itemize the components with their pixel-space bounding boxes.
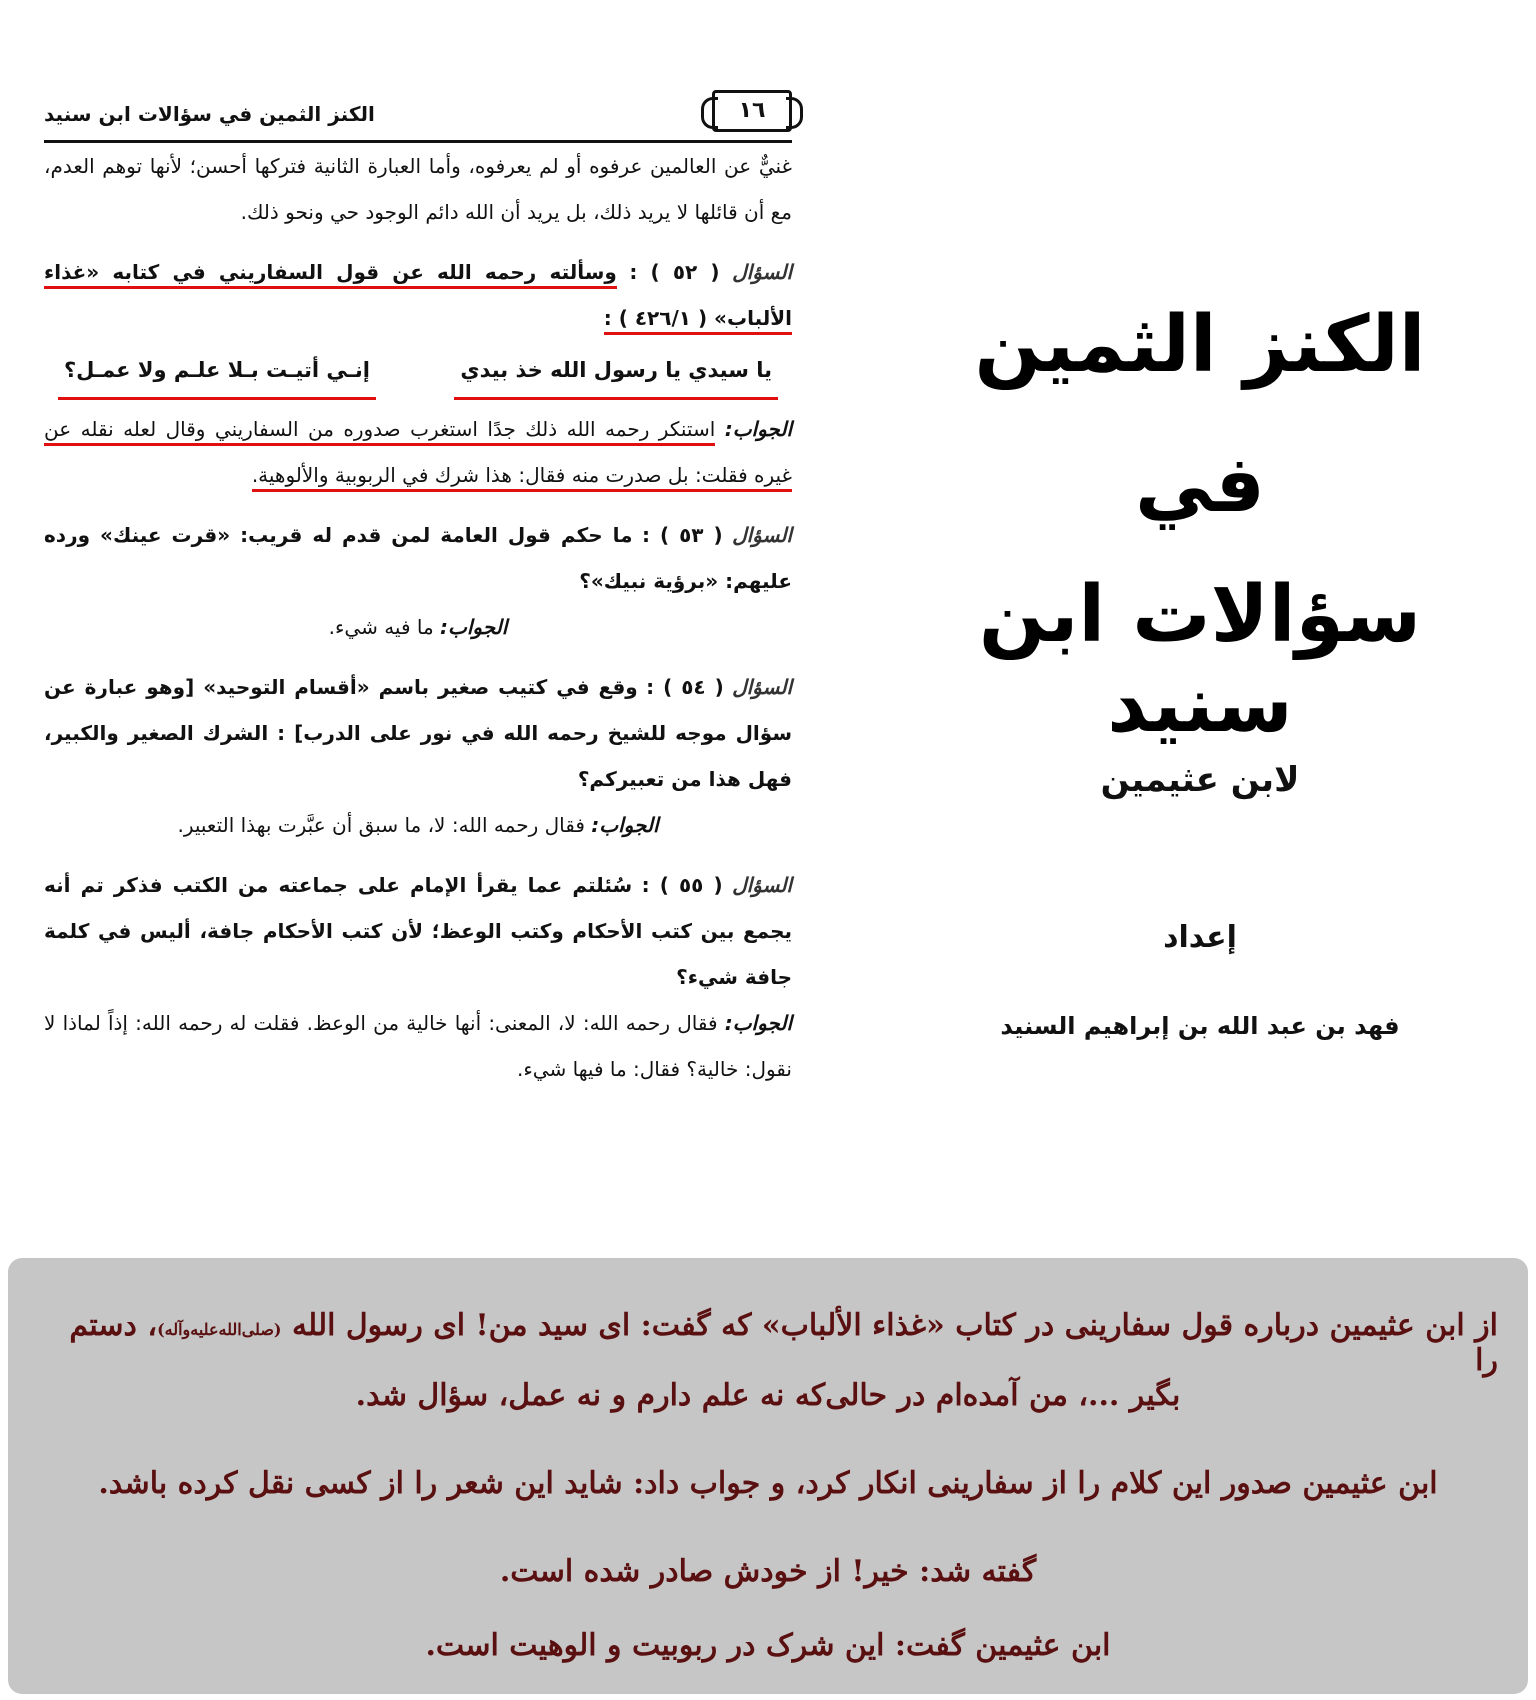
persian-line-1-end: ، دستم را (69, 1308, 1498, 1378)
honorific: (صلی‌الله‌علیه‌وآله) (157, 1320, 282, 1339)
page-number: ١٦ (712, 90, 792, 132)
running-title: الكنز الثمين في سؤالات ابن سنيد (44, 102, 375, 126)
answer-label: الجواب: (724, 1011, 792, 1035)
question-label: السؤال (732, 873, 792, 897)
answer-53 (44, 604, 792, 650)
question-label: السؤال (732, 523, 792, 547)
verse-second-half: إنـي أتيـت بـلا علـم ولا عمـل؟ (58, 347, 376, 400)
intro-paragraph: غنيٌّ عن العالمين عرفوه أو لم يعرفوه، وأما العبارة الثانية فتركها أحسن؛ لأنها توهم العدم، مع أن قائلها لا يريد ذلك، بل يريد أن الله دائم الوجود حي ونحو ذلك. (44, 154, 792, 224)
question-number: ( ٥٢ ) : (629, 260, 720, 284)
answer-text: ما فيه شيء. (328, 615, 434, 639)
persian-translation-box (8, 1258, 1528, 1694)
question-text: سُئلتم عما يقرأ الإمام على جماعته من الكتب فذكر تم أنه يجمع بين كتب الأحكام وكتب الوعظ؛ لأن كتب الأحكام جافة، أليس في كلمة جافة شيء؟ (44, 873, 792, 989)
answer-label: الجواب: (440, 615, 508, 639)
answer-text: فقال رحمه الله: لا، المعنى: أنها خالية من الوعظ. فقلت له رحمه الله: إذاً لماذا لا نقول: خالية؟ فقال: ما فيها شيء. (44, 1011, 792, 1081)
cover-author: لابن عثيمين (1100, 760, 1300, 800)
verse-first-half: يا سيدي يا رسول الله خذ بيدي (454, 347, 778, 400)
persian-line-1 (38, 1308, 1498, 1378)
page-header (44, 78, 792, 143)
answer-55 (44, 1000, 792, 1092)
answer-label: الجواب: (591, 813, 659, 837)
question-label: السؤال (732, 675, 793, 699)
cover-editor: فهد بن عبد الله بن إبراهيم السنيد (1000, 1012, 1400, 1040)
cover-title-line-3: سؤالات ابن سنيد (978, 570, 1422, 750)
answer-54 (44, 802, 792, 848)
question-number: ( ٥٤ ) : (646, 675, 724, 699)
question-55 (44, 862, 792, 1000)
question-text: وقع في كتيب صغير باسم «أقسام التوحيد» [وهو عبارة عن سؤال موجه للشيخ رحمه الله في نور على الدرب] : الشرك الصغير والكبير، فهل هذا من تعبيركم؟ (44, 675, 792, 791)
question-number: ( ٥٣ ) : (641, 523, 723, 547)
question-53 (44, 512, 792, 604)
question-text: ما حكم قول العامة لمن قدم له قريب: «قرت عينك» ورده عليهم: «برؤية نبيك»؟ (44, 523, 792, 593)
cover-title-line-1: الكنز الثمين (974, 300, 1426, 390)
cover-title-line-2: في (1135, 440, 1265, 530)
persian-line-3: ابن عثیمین صدور این کلام را از سفارینی انکار کرد، و جواب داد: شاید این شعر را از کسی نقل کرده باشد. (98, 1466, 1438, 1501)
answer-text: استنكر رحمه الله ذلك جدًا استغرب صدوره من السفاريني وقال لعله نقله عن غيره فقلت: بل صدرت منه فقال: هذا شرك في الربوبية والألوهية. (44, 417, 792, 492)
persian-line-4: گفته شد: خیر! از خودش صادر شده است. (499, 1554, 1037, 1589)
answer-label: الجواب: (724, 417, 792, 441)
persian-line-5: ابن عثیمین گفت: این شرک در ربوبیت و الوهیت است. (425, 1628, 1111, 1663)
question-text: وسألته رحمه الله عن قول السفاريني في كتابه «غذاء الألباب» ( ٤٢٦/١ ) : (44, 260, 792, 335)
persian-line-2: بگیر ...، من آمده‌ام در حالی‌که نه علم دارم و نه عمل، سؤال شد. (355, 1378, 1181, 1413)
persian-line-1-text: از ابن عثیمین درباره قول سفارینی در کتاب «غذاء الألباب» که گفت: ای سید من! ای رسول الله (291, 1308, 1498, 1343)
answer-52 (44, 406, 792, 498)
question-label: السؤال (732, 260, 793, 284)
answer-text: فقال رحمه الله: لا، ما سبق أن عبَّرت بهذا التعبير. (177, 813, 585, 837)
question-number: ( ٥٥ ) : (641, 873, 723, 897)
book-page (44, 78, 792, 1092)
question-52 (44, 249, 792, 341)
question-54 (44, 664, 792, 802)
page-body (44, 143, 792, 1092)
cover-prepared-by: إعداد (1163, 920, 1237, 955)
poem-verse (44, 347, 792, 400)
